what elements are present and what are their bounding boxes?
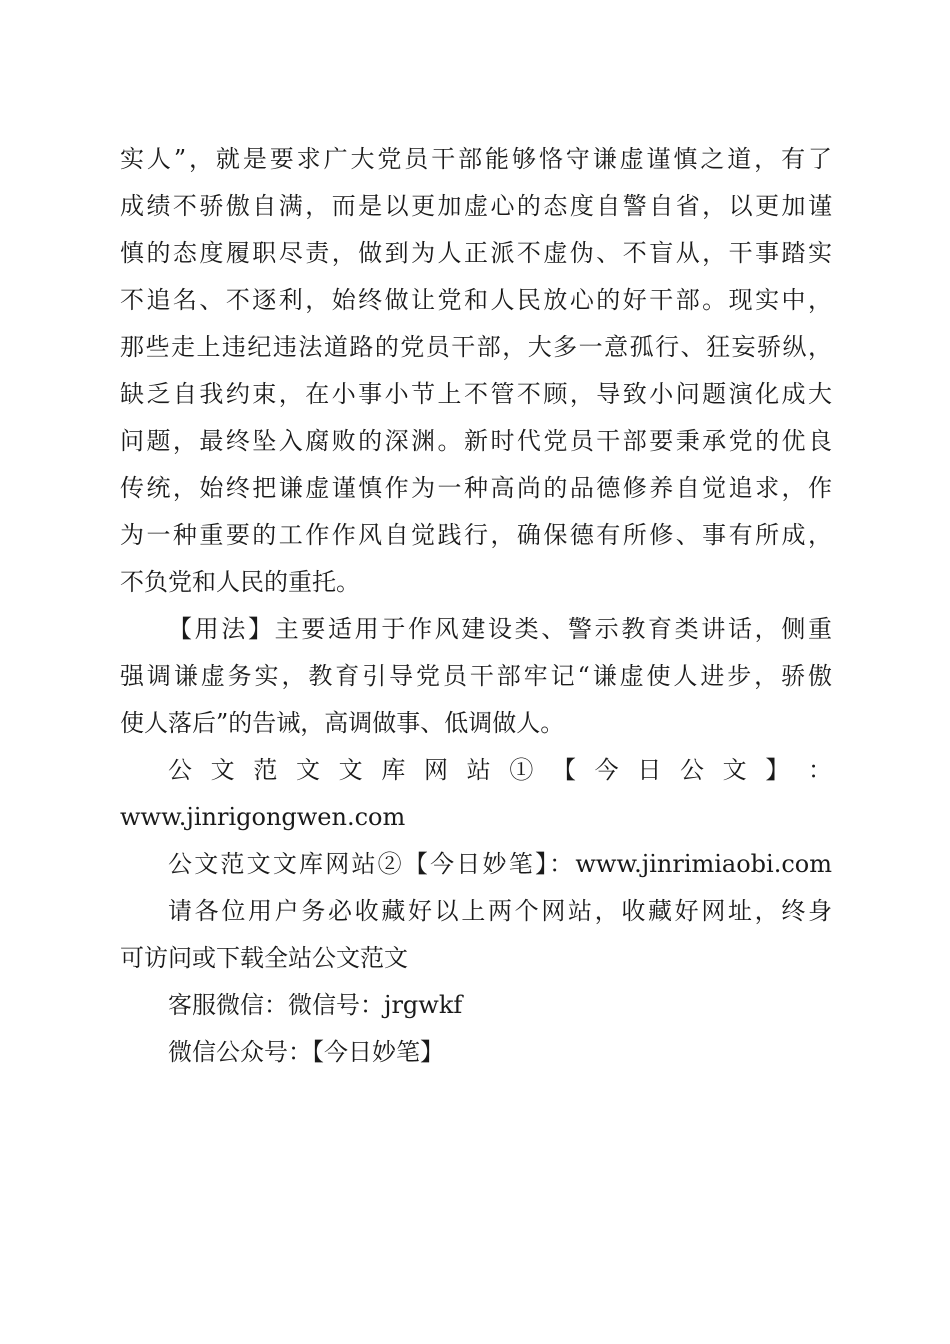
paragraph-line: 成绩不骄傲自满，而是以更加虚心的态度自警自省，以更加谨 [120,192,832,220]
paragraph-line: 不负党和人民的重托。 [120,568,360,596]
notice-line: 请各位用户务必收藏好以上两个网站，收藏好网址，终身 [168,897,832,925]
service-wechat: 客服微信：微信号：jrgwkf [168,991,463,1019]
website-1-url: www.jinrigongwen.com [120,803,406,831]
paragraph-line: 那些走上违纪违法道路的党员干部，大多一意孤行、狂妄骄纵， [120,333,832,361]
paragraph-line: 传统，始终把谦虚谨慎作为一种高尚的品德修养自觉追求，作 [120,474,832,502]
paragraph-line: 慎的态度履职尽责，做到为人正派不虚伪、不盲从，干事踏实 [120,239,832,267]
paragraph-line: 实人”，就是要求广大党员干部能够恪守谦虚谨慎之道，有了 [120,145,832,173]
usage-line: 强调谦虚务实，教育引导党员干部牢记“谦虚使人进步，骄傲 [120,662,832,690]
website-1-label: 公 文 范 文 文 库 网 站 ① 【 今 日 公 文 】 ： [168,756,832,784]
official-account: 微信公众号：【今日妙笔】 [168,1038,444,1066]
paragraph-line: 为一种重要的工作作风自觉践行，确保德有所修、事有所成， [120,521,832,549]
notice-line: 可访问或下载全站公文范文 [120,944,408,972]
usage-line: 【用法】主要适用于作风建设类、警示教育类讲话，侧重 [168,615,832,643]
website-2-line: 公文范文文库网站②【今日妙笔】：www.jinrimiaobi.com [168,850,832,878]
usage-line: 使人落后”的告诫，高调做事、低调做人。 [120,709,565,737]
paragraph-line: 缺乏自我约束，在小事小节上不管不顾，导致小问题演化成大 [120,380,832,408]
paragraph-line: 不追名、不逐利，始终做让党和人民放心的好干部。现实中， [120,286,832,314]
paragraph-line: 问题，最终坠入腐败的深渊。新时代党员干部要秉承党的优良 [120,427,832,455]
